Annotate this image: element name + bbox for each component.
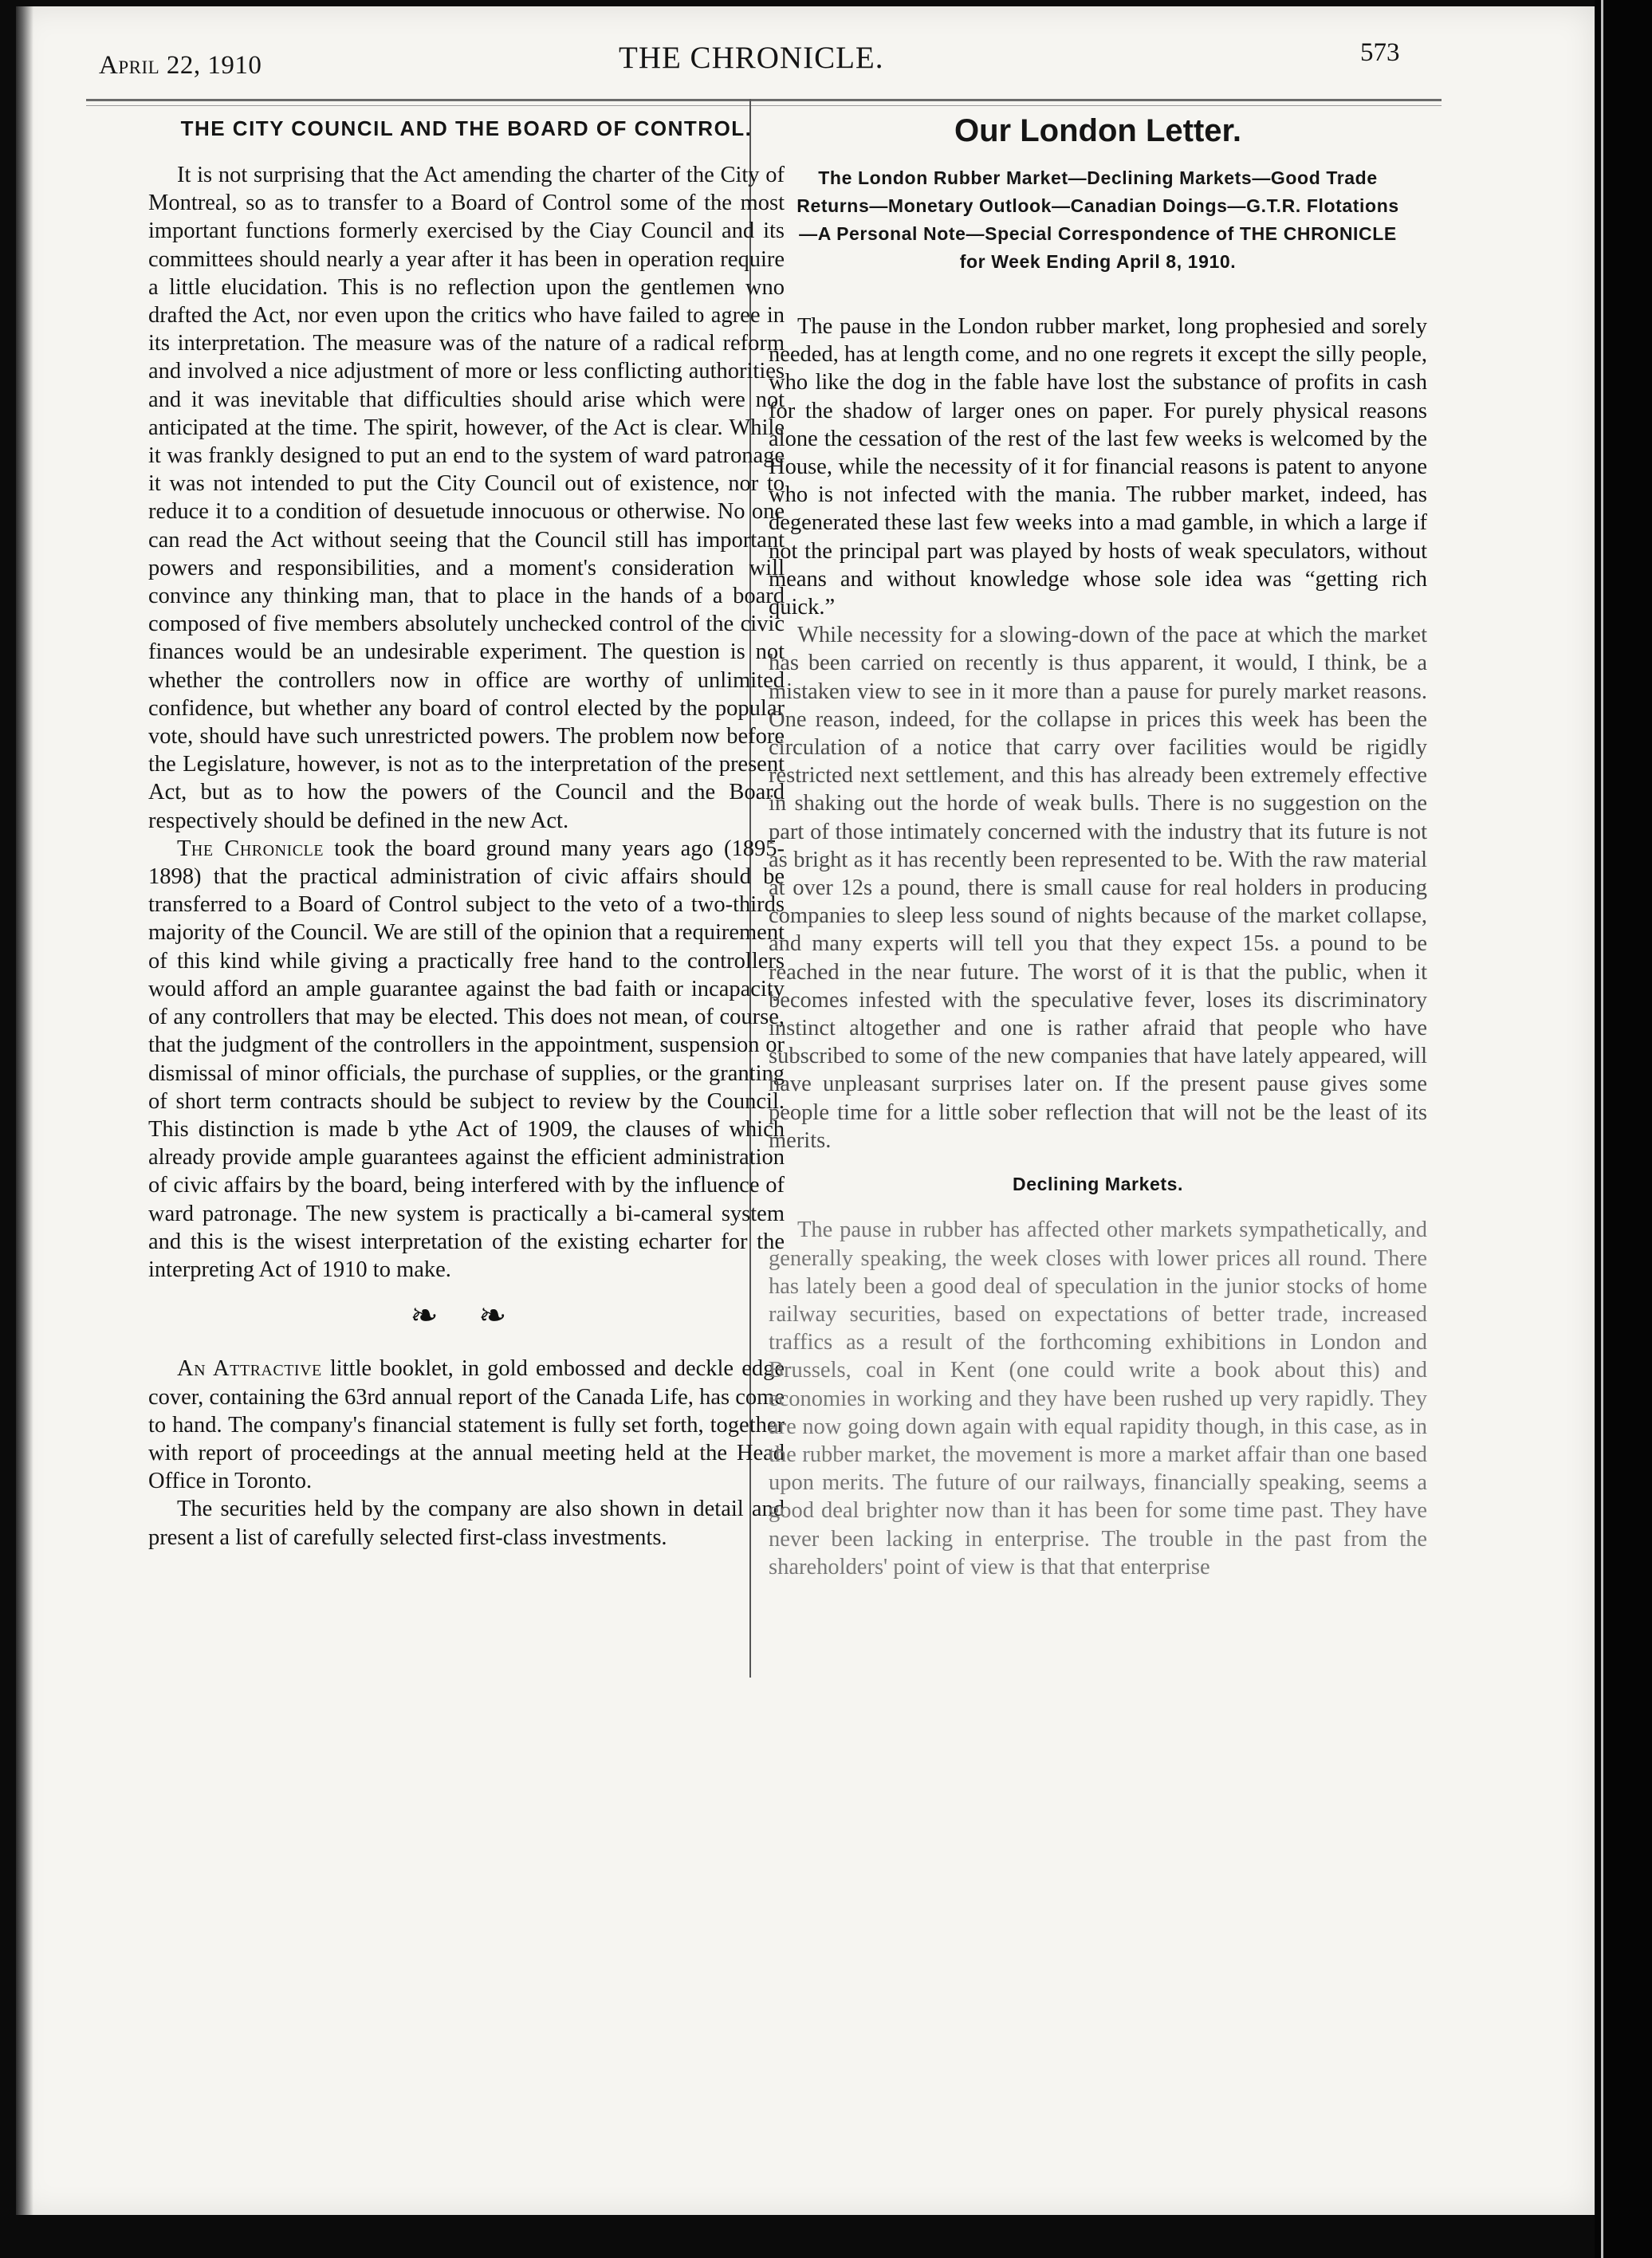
- section-paragraph: The pause in rubber has affected other markets sympathetically, and generally speaking, the week closes with lower prices all round. There has lately been a good deal of speculation in the junior stocks of home railway securities, based on expectations of better trade, increased traffics as a result of the forthcoming exhibitions in London and Brussels, coal in Kent (one could write a book about this) and economies in working and they have been rushed up very rapidly. They are now going down again with equal rapidity though, in this case, as in the rubber market, the movement is more a market affair than one based upon merits. The future of our railways, financially speaking, seems a good deal brighter now than it has been for some time past. They have never been lacking in enterprise. The trouble in the past from the shareholders' point of view is that that enterprise: [769, 1218, 1427, 1579]
- header-date: April 22, 1910: [99, 51, 262, 80]
- letter-paragraph: While necessity for a slowing-down of the pace at which the market has been carried on recently is thus apparent, it would, I think, be a mistaken view to see in it more than a pause for purely market reasons. One reason, indeed, for the collapse in prices this week has been the circulation of a notice that carry over facilities would be rigidly restricted next settlement, and this has already been extremely effective in shaking out the horde of weak bulls. There is no suggestion on the part of those intimately concerned with the industry that its future is not as bright as it has recently been represented to be. With the raw material at over 12s a pound, there is small cause for real holders in producing companies to sleep less sound of nights because of the market collapse, and many experts will tell you that they expect 15s. a pound to be reached in the near future. The worst of it is that the public, when it becomes infested with the speculative fever, loses its discriminatory instinct altogether and one is rather afraid that people who have subscribed to some of the new companies that have lately appeared, will have unpleasant surprises later on. If the present pause gives some people time for a little sober reflection that will not be the least of its merits.: [769, 623, 1427, 1153]
- header-rule: [86, 99, 1442, 101]
- paragraph-text: took the board ground many years ago (1895-1898) that the practical administration of civic affairs should be transferred to a Board of Control subject to the veto of a two-thirds majority of the Council. We are still of the opinion that a requirement of this kind while giving a practically free hand to the controllers would afford an ample guarantee against the bad faith or incapacity of any controllers that may be elected. This does not mean, of course, that the judgment of the controllers in the appointment, suspension or dismissal of minor officials, the purchase of supplies, or the granting of short term contracts should be subject to review by the Council. This distinction is made b ythe Act of 1909, the clauses of which already provide ample guarantees against the efficient administration of civic affairs by the board, being interfered with by the influence of ward patronage. The new system is practically a bi-cameral system and this is the wisest interpretation of the existing echarter for the interpreting Act of 1910 to make.: [148, 836, 785, 1282]
- notice-text: little booklet, in gold embossed and deckle edge cover, containing the 63rd annual report of the Canada Life, has come to hand. The company's financial statement is fully set forth, together with report of proceedings at the annual meeting held at the Head Office in Toronto.: [148, 1356, 785, 1494]
- notice-paragraph-2: The securities held by the company are also shown in detail and present a list of carefully selected first-class investments.: [148, 1497, 785, 1550]
- letter-title: Our London Letter.: [954, 113, 1241, 148]
- article-title: THE CITY COUNCIL AND THE BOARD OF CONTROL.: [180, 116, 753, 140]
- journal-title: THE CHRONICLE.: [619, 41, 884, 75]
- article-paragraph: It is not surprising that the Act amending the charter of the City of Montreal, so as to transfer to a Board of Control some of the most important functions formerly exercised by the Ciay Council and its committees should nearly a year after it has been in operation require a little elucidation. This is no reflection upon the gentlemen wno drafted the Act, nor even upon the critics who have failed to agree in its interpretation. The measure was of the nature of a radical reform and involved a nice adjustment of more or less conflicting authorities and it was inevitable that difficulties should arise which were not anticipated at the time. The spirit, however, of the Act is clear. While it was frankly designed to put an end to the system of ward patronage it was not intended to put the City Council out of existence, nor to reduce it to a condition of desuetude innocuous or otherwise. No one can read the Act without seeing that the Council still has important powers and responsibilities, and a moment's consideration will convince any thinking man, that to place in the hands of a board composed of five members absolutely unchecked control of the civic finances would be an undesirable experiment. The question is not whether the controllers now in office are worthy of unlimited confidence, but whether any board of control elected by the popular vote, should have such unrestricted powers. The problem now before the Legislature, however, is not as to the interpretation of the present Act, but as to how the powers of the Council and the Board respectively should be defined in the new Act.: [148, 163, 785, 833]
- header-rule-thin: [86, 105, 1442, 106]
- section-heading: Declining Markets.: [1012, 1174, 1184, 1195]
- notice-paragraph: [148, 1355, 785, 1495]
- page-header: [83, 38, 1406, 89]
- binding-shadow: [16, 6, 33, 2215]
- article-paragraph-2: [148, 835, 785, 1284]
- right-column: [769, 112, 1427, 1581]
- journal-name-smallcaps: The Chronicle: [177, 836, 324, 861]
- letter-paragraph: The pause in the London rubber market, long prophesied and sorely needed, has at length come, and no one regrets it except the silly people, who like the dog in the fable have lost the substance of profits in cash for the shadow of larger ones on paper. For purely physical reasons alone the cessation of the rest of the last few weeks is welcomed by the House, while the necessity of it for financial reasons is patent to anyone who is not infected with the mania. The rubber market, indeed, has degenerated these last few weeks into a mad gamble, in which a large if not the principal part was played by hosts of weak speculators, without means and without knowledge whose sole idea was “getting rich quick.”: [769, 314, 1427, 620]
- ornament-icon: ❧ ❧: [410, 1298, 523, 1336]
- left-column: [148, 112, 785, 1552]
- notice-lead: An Attractive: [177, 1356, 322, 1382]
- page-number: 573: [1360, 38, 1400, 67]
- scan-edge-line: [1601, 0, 1603, 2258]
- letter-subhead: The London Rubber Market—Declining Markets—Good Trade Returns—Monetary Outlook—Canadian Doings—G.T.R. Flotations —A Personal Note—Special Correspondence of THE CHRONICLE for Week Ending April 8, 1910.: [796, 167, 1399, 272]
